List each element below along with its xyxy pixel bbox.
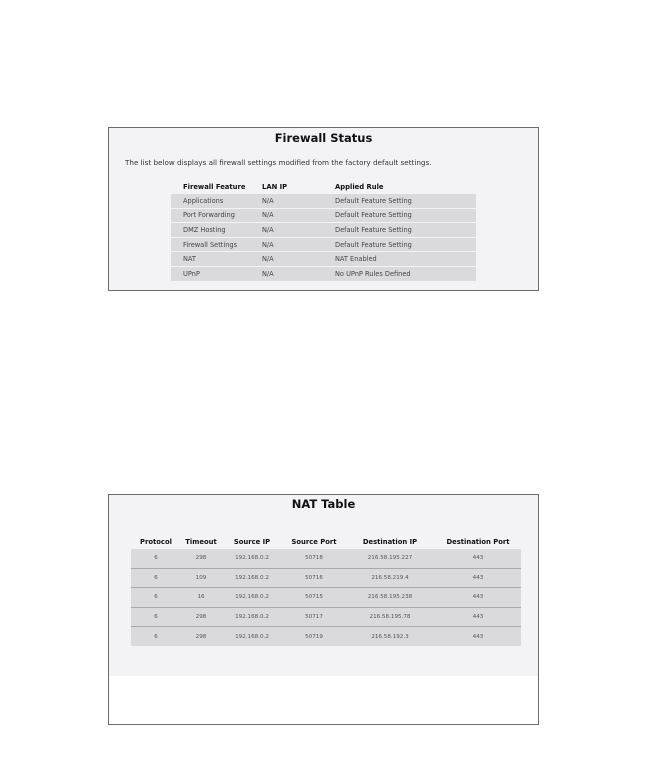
destination-port-cell: 443	[435, 549, 521, 568]
lan-ip-cell: N/A	[250, 223, 323, 238]
firewall-feature-cell: DMZ Hosting	[171, 223, 250, 238]
firewall-feature-cell: Port Forwarding	[171, 208, 250, 223]
protocol-cell: 6	[131, 568, 181, 588]
destination-ip-cell: 216.58.192.3	[345, 627, 435, 646]
nat-table	[131, 534, 521, 646]
applied-rule-cell: No UPnP Rules Defined	[323, 266, 476, 281]
protocol-cell: 6	[131, 627, 181, 646]
table-row	[171, 252, 476, 267]
column-header-lan-ip: LAN IP	[262, 182, 288, 191]
protocol-cell: 6	[131, 607, 181, 627]
source-port-cell: 50718	[283, 549, 345, 568]
applied-rule-cell: NAT Enabled	[323, 252, 476, 267]
source-port-cell: 50716	[283, 568, 345, 588]
destination-ip-cell: 216.58.195.238	[345, 588, 435, 608]
table-row	[131, 549, 521, 568]
lan-ip-cell: N/A	[250, 194, 323, 208]
destination-port-cell: 443	[435, 588, 521, 608]
destination-ip-cell: 216.58.219.4	[345, 568, 435, 588]
destination-ip-cell: 216.58.195.227	[345, 549, 435, 568]
firewall-feature-cell: Applications	[171, 194, 250, 208]
applied-rule-cell: Default Feature Setting	[323, 223, 476, 238]
firewall-feature-cell: NAT	[171, 252, 250, 267]
source-ip-cell: 192.168.0.2	[221, 549, 283, 568]
table-row	[131, 627, 521, 646]
lan-ip-cell: N/A	[250, 237, 323, 252]
nat-table-header-row	[131, 534, 521, 549]
table-row	[171, 208, 476, 223]
column-header-protocol: Protocol	[140, 537, 172, 546]
column-header-source-ip: Source IP	[233, 537, 271, 546]
column-header-destination-ip: Destination IP	[362, 537, 418, 546]
firewall-status-title: Firewall Status	[274, 131, 373, 145]
source-ip-cell: 192.168.0.2	[221, 607, 283, 627]
table-row	[171, 266, 476, 281]
timeout-cell: 109	[181, 568, 221, 588]
table-row	[171, 237, 476, 252]
destination-port-cell: 443	[435, 607, 521, 627]
firewall-feature-cell: UPnP	[171, 266, 250, 281]
source-port-cell: 50717	[283, 607, 345, 627]
timeout-cell: 298	[181, 549, 221, 568]
applied-rule-cell: Default Feature Setting	[323, 208, 476, 223]
firewall-status-panel	[108, 127, 539, 291]
table-row	[171, 223, 476, 238]
destination-port-cell: 443	[435, 627, 521, 646]
applied-rule-cell: Default Feature Setting	[323, 237, 476, 252]
lan-ip-cell: N/A	[250, 208, 323, 223]
table-row	[171, 194, 476, 208]
source-ip-cell: 192.168.0.2	[221, 627, 283, 646]
lan-ip-cell: N/A	[250, 266, 323, 281]
protocol-cell: 6	[131, 588, 181, 608]
nat-table-title: NAT Table	[291, 497, 356, 511]
table-row	[131, 588, 521, 608]
firewall-feature-cell: Firewall Settings	[171, 237, 250, 252]
nat-table-content-area	[109, 495, 538, 676]
nat-table-panel	[108, 494, 539, 725]
firewall-table-header-row	[171, 179, 476, 194]
timeout-cell: 298	[181, 607, 221, 627]
destination-port-cell: 443	[435, 568, 521, 588]
source-port-cell: 50715	[283, 588, 345, 608]
column-header-timeout: Timeout	[185, 537, 217, 546]
column-header-applied-rule: Applied Rule	[335, 182, 384, 191]
firewall-status-table	[171, 179, 476, 282]
lan-ip-cell: N/A	[250, 252, 323, 267]
table-row	[131, 568, 521, 588]
table-row	[131, 607, 521, 627]
column-header-firewall-feature: Firewall Feature	[183, 182, 246, 191]
column-header-destination-port: Destination Port	[446, 537, 510, 546]
protocol-cell: 6	[131, 549, 181, 568]
applied-rule-cell: Default Feature Setting	[323, 194, 476, 208]
column-header-source-port: Source Port	[291, 537, 337, 546]
source-ip-cell: 192.168.0.2	[221, 568, 283, 588]
source-ip-cell: 192.168.0.2	[221, 588, 283, 608]
source-port-cell: 50719	[283, 627, 345, 646]
timeout-cell: 298	[181, 627, 221, 646]
timeout-cell: 16	[181, 588, 221, 608]
firewall-status-description: The list below displays all firewall settings modified from the factory default settings.	[125, 158, 432, 167]
destination-ip-cell: 216.58.195.78	[345, 607, 435, 627]
